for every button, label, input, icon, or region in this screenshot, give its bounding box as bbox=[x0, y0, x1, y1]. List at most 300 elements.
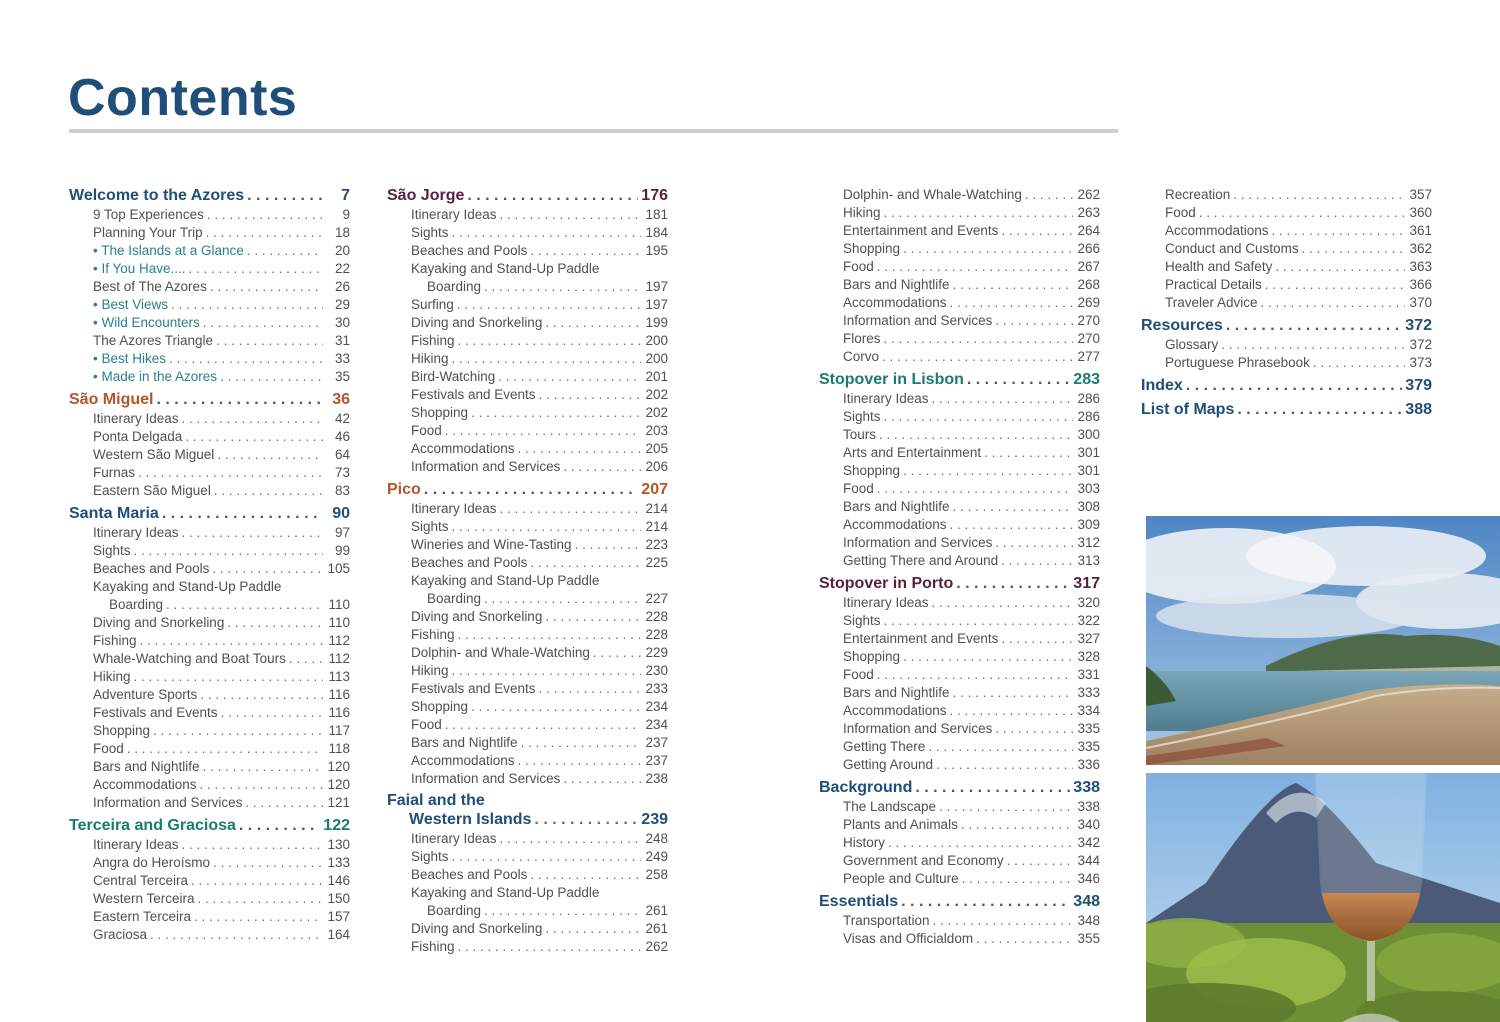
toc-entry-shopping[interactable] bbox=[819, 462, 1100, 480]
toc-entry-label: Getting There and Around bbox=[843, 553, 999, 568]
toc-entry-fishing[interactable] bbox=[69, 632, 350, 650]
toc-entry-label: Health and Safety bbox=[1165, 259, 1273, 274]
toc-entry-label: Bird-Watching bbox=[411, 369, 496, 384]
toc-page-number: 200 bbox=[645, 351, 668, 366]
dot-leader bbox=[1233, 186, 1405, 204]
toc-entry-information-and-services[interactable] bbox=[819, 312, 1100, 330]
toc-entry-label: Santa Maria bbox=[69, 505, 159, 522]
toc-entry-label: Sights bbox=[411, 519, 449, 534]
toc-entry-accommodations[interactable] bbox=[819, 702, 1100, 720]
toc-entry-label: Fishing bbox=[411, 939, 455, 954]
toc-page-number: 202 bbox=[645, 405, 668, 420]
toc-page-number: 379 bbox=[1405, 377, 1432, 394]
toc-page-number: 357 bbox=[1409, 187, 1432, 202]
toc-page-number: 197 bbox=[645, 297, 668, 312]
toc-entry-beaches-and-pools[interactable] bbox=[387, 554, 668, 572]
toc-entry-dolphin-and-whale-watching[interactable] bbox=[819, 186, 1100, 204]
toc-entry-surfing[interactable] bbox=[387, 296, 668, 314]
toc-page-number: 270 bbox=[1077, 331, 1100, 346]
toc-section-western-islands[interactable] bbox=[387, 810, 668, 830]
toc-entry-itinerary-ideas[interactable] bbox=[387, 500, 668, 518]
toc-entry-getting-there[interactable] bbox=[819, 738, 1100, 756]
toc-entry-label: Information and Services bbox=[411, 771, 561, 786]
toc-entry-boarding[interactable] bbox=[387, 902, 668, 920]
toc-entry-sights[interactable] bbox=[387, 848, 668, 866]
toc-page-number: 342 bbox=[1077, 835, 1100, 850]
toc-page-number: 116 bbox=[328, 705, 350, 720]
dot-leader bbox=[200, 776, 323, 794]
toc-entry-label: Beaches and Pools bbox=[93, 561, 210, 576]
toc-entry-label: Dolphin- and Whale-Watching bbox=[843, 187, 1022, 202]
toc-entry-glossary[interactable] bbox=[1141, 336, 1432, 354]
toc-entry-label: Accommodations bbox=[411, 753, 515, 768]
toc-entry-hiking[interactable] bbox=[387, 350, 668, 368]
toc-entry-label: Itinerary Ideas bbox=[843, 391, 929, 406]
toc-page-number: 130 bbox=[327, 837, 350, 852]
toc-entry-hiking[interactable] bbox=[819, 204, 1100, 222]
toc-entry-wild-encounters[interactable] bbox=[69, 314, 350, 332]
toc-entry-sights[interactable] bbox=[819, 408, 1100, 426]
toc-entry-sights[interactable] bbox=[69, 542, 350, 560]
toc-page-number: 309 bbox=[1077, 517, 1100, 532]
toc-entry-furnas[interactable] bbox=[69, 464, 350, 482]
toc-entry-label: Itinerary Ideas bbox=[93, 837, 179, 852]
toc-entry-accommodations[interactable] bbox=[69, 776, 350, 794]
toc-page-number: 348 bbox=[1077, 913, 1100, 928]
toc-entry-the-landscape[interactable] bbox=[819, 798, 1100, 816]
dot-leader bbox=[539, 386, 641, 404]
toc-entry-label: Getting Around bbox=[843, 757, 934, 772]
dot-leader bbox=[939, 798, 1073, 816]
toc-entry-conduct-and-customs[interactable] bbox=[1141, 240, 1432, 258]
toc-entry-hiking[interactable] bbox=[387, 662, 668, 680]
toc-entry-food[interactable] bbox=[387, 716, 668, 734]
toc-entry-history[interactable] bbox=[819, 834, 1100, 852]
toc-entry-label: Festivals and Events bbox=[93, 705, 218, 720]
toc-entry-festivals-and-events[interactable] bbox=[387, 386, 668, 404]
toc-section-welcome-to-the-azores[interactable] bbox=[69, 186, 350, 206]
toc-section-resources[interactable] bbox=[1141, 316, 1432, 336]
toc-entry-label: São Jorge bbox=[387, 187, 465, 204]
toc-entry-label: Shopping bbox=[843, 463, 901, 478]
dot-leader bbox=[127, 740, 323, 758]
toc-page-number: 73 bbox=[334, 465, 350, 480]
toc-entry-label: Stopover in Porto bbox=[819, 575, 954, 592]
dot-leader bbox=[877, 480, 1073, 498]
toc-entry-dolphin-and-whale-watching[interactable] bbox=[387, 644, 668, 662]
toc-page-number: 105 bbox=[327, 561, 350, 576]
toc-entry-shopping[interactable] bbox=[387, 404, 668, 422]
toc-entry-label: Hiking bbox=[93, 669, 131, 684]
dot-leader bbox=[1226, 316, 1402, 336]
toc-page-number: 26 bbox=[334, 279, 350, 294]
dot-leader bbox=[289, 650, 323, 668]
toc-entry-food[interactable] bbox=[69, 740, 350, 758]
toc-section-essentials[interactable] bbox=[819, 892, 1100, 912]
toc-entry-if-you-have[interactable] bbox=[69, 260, 350, 278]
dot-leader bbox=[539, 680, 641, 698]
toc-entry-transportation[interactable] bbox=[819, 912, 1100, 930]
toc-entry-sights[interactable] bbox=[819, 612, 1100, 630]
toc-entry-kayaking-and-stand-up-paddle[interactable] bbox=[69, 578, 350, 596]
toc-entry-hiking[interactable] bbox=[69, 668, 350, 686]
toc-entry-flores[interactable] bbox=[819, 330, 1100, 348]
toc-entry-label: Fishing bbox=[411, 333, 455, 348]
dot-leader bbox=[1025, 186, 1073, 204]
toc-entry-government-and-economy[interactable] bbox=[819, 852, 1100, 870]
dot-leader bbox=[471, 404, 641, 422]
toc-entry-label: Entertainment and Events bbox=[843, 631, 999, 646]
toc-page-number: 22 bbox=[334, 261, 350, 276]
dot-leader bbox=[563, 770, 641, 788]
toc-page-number: 372 bbox=[1405, 317, 1432, 334]
toc-entry-itinerary-ideas[interactable] bbox=[387, 830, 668, 848]
toc-entry-kayaking-and-stand-up-paddle[interactable] bbox=[387, 572, 668, 590]
toc-page-number: 270 bbox=[1077, 313, 1100, 328]
toc-entry-eastern-terceira[interactable] bbox=[69, 908, 350, 926]
toc-page-number: 277 bbox=[1077, 349, 1100, 364]
dot-leader bbox=[500, 206, 641, 224]
dot-leader bbox=[500, 830, 641, 848]
toc-entry-traveler-advice[interactable] bbox=[1141, 294, 1432, 312]
toc-entry-itinerary-ideas[interactable] bbox=[819, 390, 1100, 408]
toc-entry-best-of-the-azores[interactable] bbox=[69, 278, 350, 296]
dot-leader bbox=[140, 632, 323, 650]
toc-page-number: 205 bbox=[645, 441, 668, 456]
page-title: Contents bbox=[68, 69, 298, 127]
toc-entry-information-and-services[interactable] bbox=[69, 794, 350, 812]
toc-section-index[interactable] bbox=[1141, 376, 1432, 396]
toc-section-santa-maria[interactable] bbox=[69, 504, 350, 524]
toc-entry-diving-and-snorkeling[interactable] bbox=[69, 614, 350, 632]
toc-entry-label: Information and Services bbox=[411, 459, 561, 474]
dot-leader bbox=[1001, 222, 1073, 240]
toc-entry-beaches-and-pools[interactable] bbox=[69, 560, 350, 578]
dot-leader bbox=[212, 560, 323, 578]
dot-leader bbox=[484, 902, 641, 920]
toc-entry-best-views[interactable] bbox=[69, 296, 350, 314]
toc-entry-bars-and-nightlife[interactable] bbox=[819, 276, 1100, 294]
toc-entry-label: Information and Services bbox=[843, 313, 993, 328]
toc-entry-whale-watching-and-boat-tours[interactable] bbox=[69, 650, 350, 668]
toc-entry-label: Hiking bbox=[411, 351, 449, 366]
dot-leader bbox=[1237, 400, 1402, 420]
toc-page-number: 113 bbox=[328, 669, 350, 684]
toc-entry-label: Visas and Officialdom bbox=[843, 931, 974, 946]
toc-entry-shopping[interactable] bbox=[819, 648, 1100, 666]
dot-leader bbox=[953, 498, 1073, 516]
toc-entry-getting-there-and-around[interactable] bbox=[819, 552, 1100, 570]
toc-entry-label: Stopover in Lisbon bbox=[819, 371, 964, 388]
toc-entry-the-azores-triangle[interactable] bbox=[69, 332, 350, 350]
toc-entry-graciosa[interactable] bbox=[69, 926, 350, 944]
toc-page-number: 355 bbox=[1077, 931, 1100, 946]
toc-entry-festivals-and-events[interactable] bbox=[69, 704, 350, 722]
toc-entry-bird-watching[interactable] bbox=[387, 368, 668, 386]
toc-entry-label: Food bbox=[411, 717, 442, 732]
toc-entry-angra-do-heroismo[interactable] bbox=[69, 854, 350, 872]
toc-entry-itinerary-ideas[interactable] bbox=[819, 594, 1100, 612]
toc-entry-label: Ponta Delgada bbox=[93, 429, 183, 444]
toc-page-number: 230 bbox=[645, 663, 668, 678]
toc-page-number: 18 bbox=[334, 225, 350, 240]
toc-page-number: 112 bbox=[328, 651, 350, 666]
toc-entry-accommodations[interactable] bbox=[819, 516, 1100, 534]
toc-entry-festivals-and-events[interactable] bbox=[387, 680, 668, 698]
toc-entry-label: Essentials bbox=[819, 893, 899, 910]
toc-page-number: 195 bbox=[645, 243, 668, 258]
dot-leader bbox=[967, 370, 1070, 390]
toc-entry-label: The Landscape bbox=[843, 799, 937, 814]
toc-entry-food[interactable] bbox=[819, 480, 1100, 498]
toc-entry-fishing[interactable] bbox=[387, 626, 668, 644]
dot-leader bbox=[903, 462, 1073, 480]
toc-entry-diving-and-snorkeling[interactable] bbox=[387, 314, 668, 332]
toc-entry-label: Terceira and Graciosa bbox=[69, 817, 236, 834]
toc-entry-itinerary-ideas[interactable] bbox=[69, 836, 350, 854]
toc-page-number: 327 bbox=[1077, 631, 1100, 646]
dot-leader bbox=[214, 482, 323, 500]
dot-leader bbox=[198, 890, 323, 908]
toc-entry-label: Beaches and Pools bbox=[411, 867, 528, 882]
dot-leader bbox=[928, 738, 1073, 756]
toc-entry-label: Food bbox=[843, 667, 874, 682]
toc-entry-boarding[interactable] bbox=[387, 590, 668, 608]
toc-entry-label: Flores bbox=[843, 331, 881, 346]
dot-leader bbox=[452, 848, 641, 866]
toc-section-sao-jorge[interactable] bbox=[387, 186, 668, 206]
toc-entry-label: Bars and Nightlife bbox=[843, 277, 950, 292]
toc-entry-ponta-delgada[interactable] bbox=[69, 428, 350, 446]
toc-entry-label: Information and Services bbox=[843, 535, 993, 550]
toc-entry-best-hikes[interactable] bbox=[69, 350, 350, 368]
dot-leader bbox=[884, 612, 1073, 630]
toc-page-number: 346 bbox=[1077, 871, 1100, 886]
toc-entry-food[interactable] bbox=[819, 666, 1100, 684]
toc-page-number: 225 bbox=[645, 555, 668, 570]
toc-entry-central-terceira[interactable] bbox=[69, 872, 350, 890]
toc-entry-diving-and-snorkeling[interactable] bbox=[387, 920, 668, 938]
toc-page-number: 228 bbox=[645, 609, 668, 624]
toc-entry-accommodations[interactable] bbox=[819, 294, 1100, 312]
toc-entry-label: Accommodations bbox=[411, 441, 515, 456]
dot-leader bbox=[458, 626, 641, 644]
toc-entry-wineries-and-wine-tasting[interactable] bbox=[387, 536, 668, 554]
toc-entry-arts-and-entertainment[interactable] bbox=[819, 444, 1100, 462]
toc-section-list-of-maps[interactable] bbox=[1141, 400, 1432, 420]
toc-page-number: 262 bbox=[645, 939, 668, 954]
toc-entry-entertainment-and-events[interactable] bbox=[819, 222, 1100, 240]
toc-page-number: 238 bbox=[645, 771, 668, 786]
toc-entry-western-terceira[interactable] bbox=[69, 890, 350, 908]
toc-entry-fishing[interactable] bbox=[387, 938, 668, 956]
dot-leader bbox=[962, 870, 1073, 888]
toc-entry-accommodations[interactable] bbox=[387, 752, 668, 770]
dot-leader bbox=[221, 704, 323, 722]
toc-entry-information-and-services[interactable] bbox=[819, 534, 1100, 552]
dot-leader bbox=[888, 834, 1073, 852]
toc-entry-food[interactable] bbox=[387, 422, 668, 440]
toc-page-number: 146 bbox=[327, 873, 350, 888]
toc-entry-label: Shopping bbox=[411, 405, 469, 420]
toc-entry-label: Surfing bbox=[411, 297, 454, 312]
toc-entry-plants-and-animals[interactable] bbox=[819, 816, 1100, 834]
toc-entry-label: Western Terceira bbox=[93, 891, 195, 906]
dot-leader bbox=[1272, 222, 1405, 240]
toc-entry-label: Bars and Nightlife bbox=[93, 759, 200, 774]
dot-leader bbox=[458, 332, 641, 350]
toc-page-number: 116 bbox=[328, 687, 350, 702]
dot-leader bbox=[530, 242, 641, 260]
toc-entry-9-top-experiences[interactable] bbox=[69, 206, 350, 224]
toc-entry-kayaking-and-stand-up-paddle[interactable] bbox=[387, 260, 668, 278]
toc-entry-label: Sights bbox=[843, 409, 881, 424]
toc-entry-bars-and-nightlife[interactable] bbox=[819, 684, 1100, 702]
toc-entry-planning-your-trip[interactable] bbox=[69, 224, 350, 242]
toc-entry-information-and-services[interactable] bbox=[387, 770, 668, 788]
toc-page-number: 120 bbox=[327, 759, 350, 774]
dot-leader bbox=[903, 240, 1073, 258]
toc-page-number: 150 bbox=[327, 891, 350, 906]
toc-page-number: 214 bbox=[645, 519, 668, 534]
toc-page-number: 30 bbox=[334, 315, 350, 330]
toc-entry-beaches-and-pools[interactable] bbox=[387, 242, 668, 260]
toc-entry-label: Itinerary Ideas bbox=[843, 595, 929, 610]
dot-leader bbox=[216, 332, 323, 350]
toc-entry-tours[interactable] bbox=[819, 426, 1100, 444]
toc-section-background[interactable] bbox=[819, 778, 1100, 798]
toc-entry-beaches-and-pools[interactable] bbox=[387, 866, 668, 884]
title-divider bbox=[69, 129, 1118, 133]
toc-entry-entertainment-and-events[interactable] bbox=[819, 630, 1100, 648]
toc-entry-people-and-culture[interactable] bbox=[819, 870, 1100, 888]
toc-entry-label: Arts and Entertainment bbox=[843, 445, 982, 460]
toc-entry-diving-and-snorkeling[interactable] bbox=[387, 608, 668, 626]
toc-entry-label: Boarding bbox=[427, 591, 482, 606]
toc-section-terceira-and-graciosa[interactable] bbox=[69, 816, 350, 836]
toc-entry-practical-details[interactable] bbox=[1141, 276, 1432, 294]
toc-entry-label: Background bbox=[819, 779, 913, 796]
toc-entry-getting-around[interactable] bbox=[819, 756, 1100, 774]
toc-entry-shopping[interactable] bbox=[69, 722, 350, 740]
dot-leader bbox=[166, 596, 323, 614]
toc-entry-corvo[interactable] bbox=[819, 348, 1100, 366]
toc-entry-portuguese-phrasebook[interactable] bbox=[1141, 354, 1432, 372]
toc-page-number: 317 bbox=[1073, 575, 1100, 592]
toc-entry-label: Itinerary Ideas bbox=[93, 525, 179, 540]
toc-page-number: 366 bbox=[1409, 277, 1432, 292]
toc-entry-accommodations[interactable] bbox=[1141, 222, 1432, 240]
toc-entry-label: Diving and Snorkeling bbox=[411, 315, 543, 330]
toc-section-pico[interactable] bbox=[387, 480, 668, 500]
toc-entry-label: Angra do Heroísmo bbox=[93, 855, 211, 870]
dot-leader bbox=[995, 312, 1073, 330]
toc-page-number: 33 bbox=[334, 351, 350, 366]
toc-page-number: 333 bbox=[1077, 685, 1100, 700]
toc-entry-recreation[interactable] bbox=[1141, 186, 1432, 204]
dot-leader bbox=[936, 756, 1073, 774]
dot-leader bbox=[189, 260, 323, 278]
toc-page-number: 286 bbox=[1077, 391, 1100, 406]
toc-page-number: 234 bbox=[645, 717, 668, 732]
toc-page-number: 223 bbox=[645, 537, 668, 552]
toc-section-stopover-in-lisbon[interactable] bbox=[819, 370, 1100, 390]
dot-leader bbox=[227, 614, 323, 632]
toc-entry-information-and-services[interactable] bbox=[387, 458, 668, 476]
toc-entry-boarding[interactable] bbox=[69, 596, 350, 614]
toc-entry-bars-and-nightlife[interactable] bbox=[819, 498, 1100, 516]
toc-page-number: 300 bbox=[1077, 427, 1100, 442]
toc-entry-kayaking-and-stand-up-paddle[interactable] bbox=[387, 884, 668, 902]
toc-section-faial-and-the[interactable] bbox=[387, 792, 668, 810]
toc-entry-health-and-safety[interactable] bbox=[1141, 258, 1432, 276]
toc-entry-sights[interactable] bbox=[387, 518, 668, 536]
toc-page-number: 20 bbox=[334, 243, 350, 258]
toc-page-number: 373 bbox=[1409, 355, 1432, 370]
toc-page-number: 133 bbox=[327, 855, 350, 870]
toc-entry-made-in-the-azores[interactable] bbox=[69, 368, 350, 386]
toc-entry-label: Boarding bbox=[427, 903, 482, 918]
toc-entry-label: Itinerary Ideas bbox=[411, 501, 497, 516]
dot-leader bbox=[134, 542, 323, 560]
toc-entry-adventure-sports[interactable] bbox=[69, 686, 350, 704]
toc-entry-bars-and-nightlife[interactable] bbox=[387, 734, 668, 752]
toc-entry-label: Accommodations bbox=[1165, 223, 1269, 238]
toc-entry-itinerary-ideas[interactable] bbox=[69, 410, 350, 428]
dot-leader bbox=[162, 504, 323, 524]
toc-entry-bars-and-nightlife[interactable] bbox=[69, 758, 350, 776]
dot-leader bbox=[882, 348, 1073, 366]
dot-leader bbox=[424, 480, 639, 500]
dot-leader bbox=[484, 278, 641, 296]
toc-entry-label: • Best Hikes bbox=[93, 350, 166, 368]
beach-photo bbox=[1146, 516, 1500, 765]
toc-entry-itinerary-ideas[interactable] bbox=[387, 206, 668, 224]
toc-entry-food[interactable] bbox=[1141, 204, 1432, 222]
toc-entry-accommodations[interactable] bbox=[387, 440, 668, 458]
toc-entry-sights[interactable] bbox=[387, 224, 668, 242]
toc-section-stopover-in-porto[interactable] bbox=[819, 574, 1100, 594]
toc-page-number: 363 bbox=[1409, 259, 1432, 274]
dot-leader bbox=[220, 368, 323, 386]
toc-section-sao-miguel[interactable] bbox=[69, 390, 350, 410]
toc-entry-information-and-services[interactable] bbox=[819, 720, 1100, 738]
dot-leader bbox=[457, 296, 641, 314]
toc-entry-label: Beaches and Pools bbox=[411, 555, 528, 570]
toc-entry-label: Western Islands bbox=[409, 811, 532, 828]
wine-glass-photo bbox=[1146, 773, 1500, 1022]
toc-entry-itinerary-ideas[interactable] bbox=[69, 524, 350, 542]
toc-entry-fishing[interactable] bbox=[387, 332, 668, 350]
toc-page-number: 261 bbox=[645, 903, 668, 918]
dot-leader bbox=[484, 590, 641, 608]
toc-entry-the-islands-at-a-glance[interactable] bbox=[69, 242, 350, 260]
toc-entry-boarding[interactable] bbox=[387, 278, 668, 296]
toc-entry-label: Bars and Nightlife bbox=[843, 685, 950, 700]
toc-entry-western-sao-miguel[interactable] bbox=[69, 446, 350, 464]
toc-entry-eastern-sao-miguel[interactable] bbox=[69, 482, 350, 500]
toc-entry-label: Boarding bbox=[109, 597, 164, 612]
dot-leader bbox=[452, 224, 641, 242]
toc-entry-food[interactable] bbox=[819, 258, 1100, 276]
toc-entry-visas-and-officialdom[interactable] bbox=[819, 930, 1100, 948]
toc-entry-label: • If You Have.... bbox=[93, 260, 186, 278]
toc-entry-shopping[interactable] bbox=[387, 698, 668, 716]
toc-page-number: 372 bbox=[1409, 337, 1432, 352]
toc-page-number: 237 bbox=[645, 735, 668, 750]
toc-page-number: 181 bbox=[645, 207, 668, 222]
toc-entry-shopping[interactable] bbox=[819, 240, 1100, 258]
